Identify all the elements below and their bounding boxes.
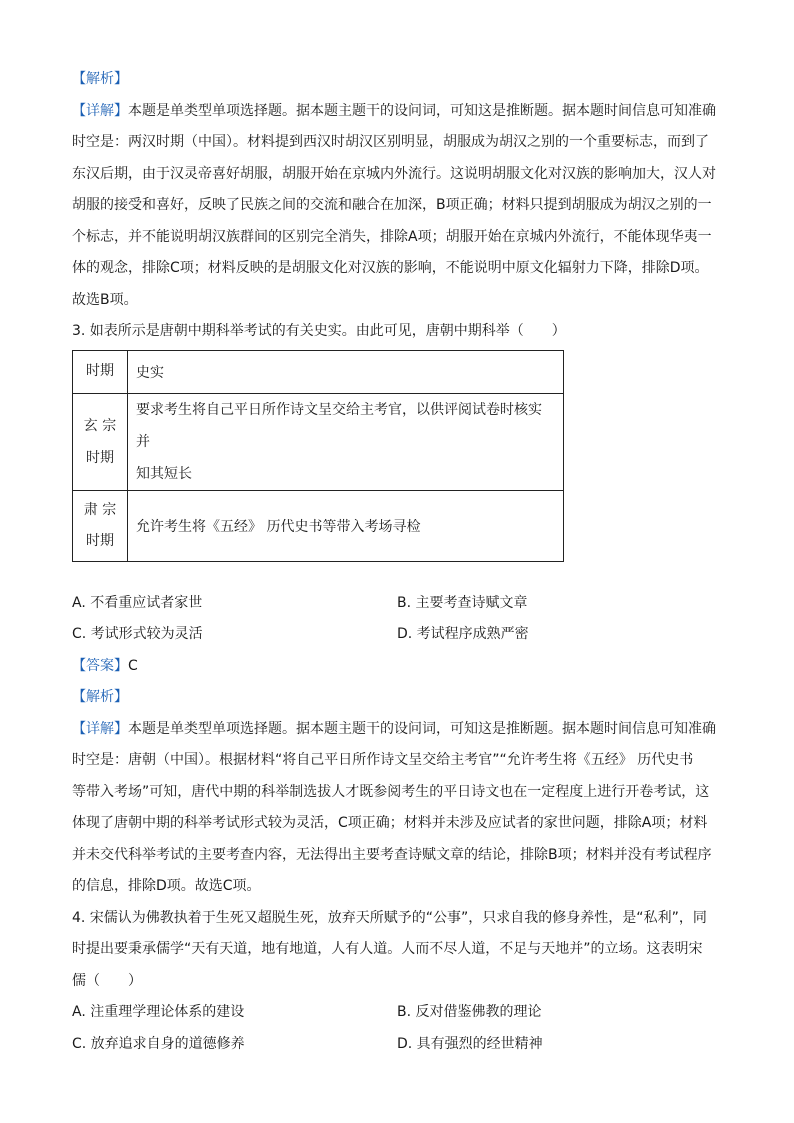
detail-line-1 bbox=[72, 714, 722, 746]
detail-tag: 【详解】 bbox=[72, 720, 128, 737]
analysis-heading bbox=[72, 682, 722, 714]
detail-line: 时空是：唐朝（中国）。根据材料“将自己平日所作诗文呈交给主考官”“允许考生将《五经》 历代史书 bbox=[72, 752, 694, 768]
detail-line: 体现了唐朝中期的科举考试形式较为灵活，C项正确；材料并未涉及应试者的家世问题，排除A项；材料 bbox=[72, 815, 708, 831]
period-name: 玄 宗 bbox=[83, 417, 117, 434]
period-name: 肃 宗 bbox=[83, 501, 117, 518]
table-header-fact: 史实 bbox=[128, 350, 564, 393]
option-d: D. 具有强烈的经世精神 bbox=[397, 1035, 543, 1052]
fact-line: 知其短长 bbox=[136, 465, 192, 482]
detail-line: 个标志，并不能说明胡汉族群间的区别完全消失，排除A项；胡服开始在京城内外流行，不能体现华夷一 bbox=[72, 228, 712, 245]
table-cell-period bbox=[73, 393, 128, 490]
question-3-options bbox=[72, 588, 722, 651]
detail-line: 东汉后期，由于汉灵帝喜好胡服，胡服开始在京城内外流行。这说明胡服文化对汉族的影响加大，汉人对 bbox=[72, 165, 716, 182]
table-header-period: 时期 bbox=[73, 350, 128, 393]
option-d: D. 考试程序成熟严密 bbox=[397, 626, 529, 642]
detail-line: 体的观念，排除C项；材料反映的是胡服文化对汉族的影响，不能说明中原文化辐射力下降，排除D项。 bbox=[72, 260, 709, 276]
question-4-stem-line: 儒（ ） bbox=[72, 972, 142, 989]
question-4-options bbox=[72, 997, 722, 1060]
question-4-stem-line: 时提出要秉承儒学“天有天道，地有地道，人有人道。人而不尽人道，不足与天地并”的立场。这表明宋 bbox=[72, 941, 703, 957]
question-4-stem-line: 4. 宋儒认为佛教执着于生死又超脱生死，放弃天所赋予的“公事”，只求自我的修身养性，是“私利”，同 bbox=[72, 909, 707, 926]
period-suffix: 时期 bbox=[86, 449, 114, 466]
detail-tag: 【详解】 bbox=[72, 102, 128, 119]
question-3-stem: 3. 如表所示是唐朝中期科举考试的有关史实。由此可见，唐朝中期科举（ ） bbox=[72, 323, 566, 339]
answer-value: C bbox=[128, 657, 138, 674]
detail-text: 本题是单类型单项选择题。据本题主题干的设问词，可知这是推断题。据本题时间信息可知准确 bbox=[128, 720, 716, 737]
table-header-row bbox=[73, 350, 564, 393]
document-page bbox=[72, 64, 722, 1060]
option-c: C. 考试形式较为灵活 bbox=[72, 626, 203, 642]
table-row bbox=[73, 490, 564, 561]
answer-line bbox=[72, 651, 722, 683]
option-a: A. 注重理学理论体系的建设 bbox=[72, 1004, 245, 1020]
option-b: B. 反对借鉴佛教的理论 bbox=[397, 1004, 542, 1020]
fact-line: 要求考生将自己平日所作诗文呈交给主考官，以供评阅试卷时核实并 bbox=[136, 401, 542, 450]
history-table bbox=[72, 350, 564, 562]
detail-line-1 bbox=[72, 96, 722, 128]
detail-line: 故选B项。 bbox=[72, 291, 138, 308]
option-c: C. 放弃追求自身的道德修养 bbox=[72, 1035, 245, 1052]
detail-line: 胡服的接受和喜好，反映了民族之间的交流和融合在加深，B项正确；材料只提到胡服成为胡汉之别的一 bbox=[72, 197, 712, 213]
option-b: B. 主要考查诗赋文章 bbox=[397, 594, 528, 611]
detail-text: 本题是单类型单项选择题。据本题主题干的设问词，可知这是推断题。据本题时间信息可知准确 bbox=[128, 102, 716, 119]
table-cell-fact bbox=[128, 490, 564, 561]
table-cell-period bbox=[73, 490, 128, 561]
period-suffix: 时期 bbox=[86, 532, 114, 549]
analysis-heading bbox=[72, 64, 722, 96]
analysis-tag: 【解析】 bbox=[72, 71, 128, 87]
detail-line: 的信息，排除D项。故选C项。 bbox=[72, 878, 261, 894]
detail-line: 并未交代科举考试的主要考查内容，无法得出主要考查诗赋文章的结论，排除B项；材料并没有考试程序 bbox=[72, 846, 712, 863]
analysis-tag: 【解析】 bbox=[72, 689, 128, 705]
table-row bbox=[73, 393, 564, 490]
table-cell-fact bbox=[128, 393, 564, 490]
option-a: A. 不看重应试者家世 bbox=[72, 594, 203, 611]
detail-line: 等带入考场”可知，唐代中期的科举制选拔人才既参阅考生的平日诗文也在一定程度上进行开卷考试，这 bbox=[72, 783, 710, 800]
detail-line: 时空是：两汉时期（中国）。材料提到西汉时胡汉区别明显，胡服成为胡汉之别的一个重要标志，而到了 bbox=[72, 134, 709, 150]
fact-line: 允许考生将《五经》 历代史书等带入考场寻检 bbox=[136, 518, 421, 535]
answer-tag: 【答案】 bbox=[72, 657, 128, 674]
